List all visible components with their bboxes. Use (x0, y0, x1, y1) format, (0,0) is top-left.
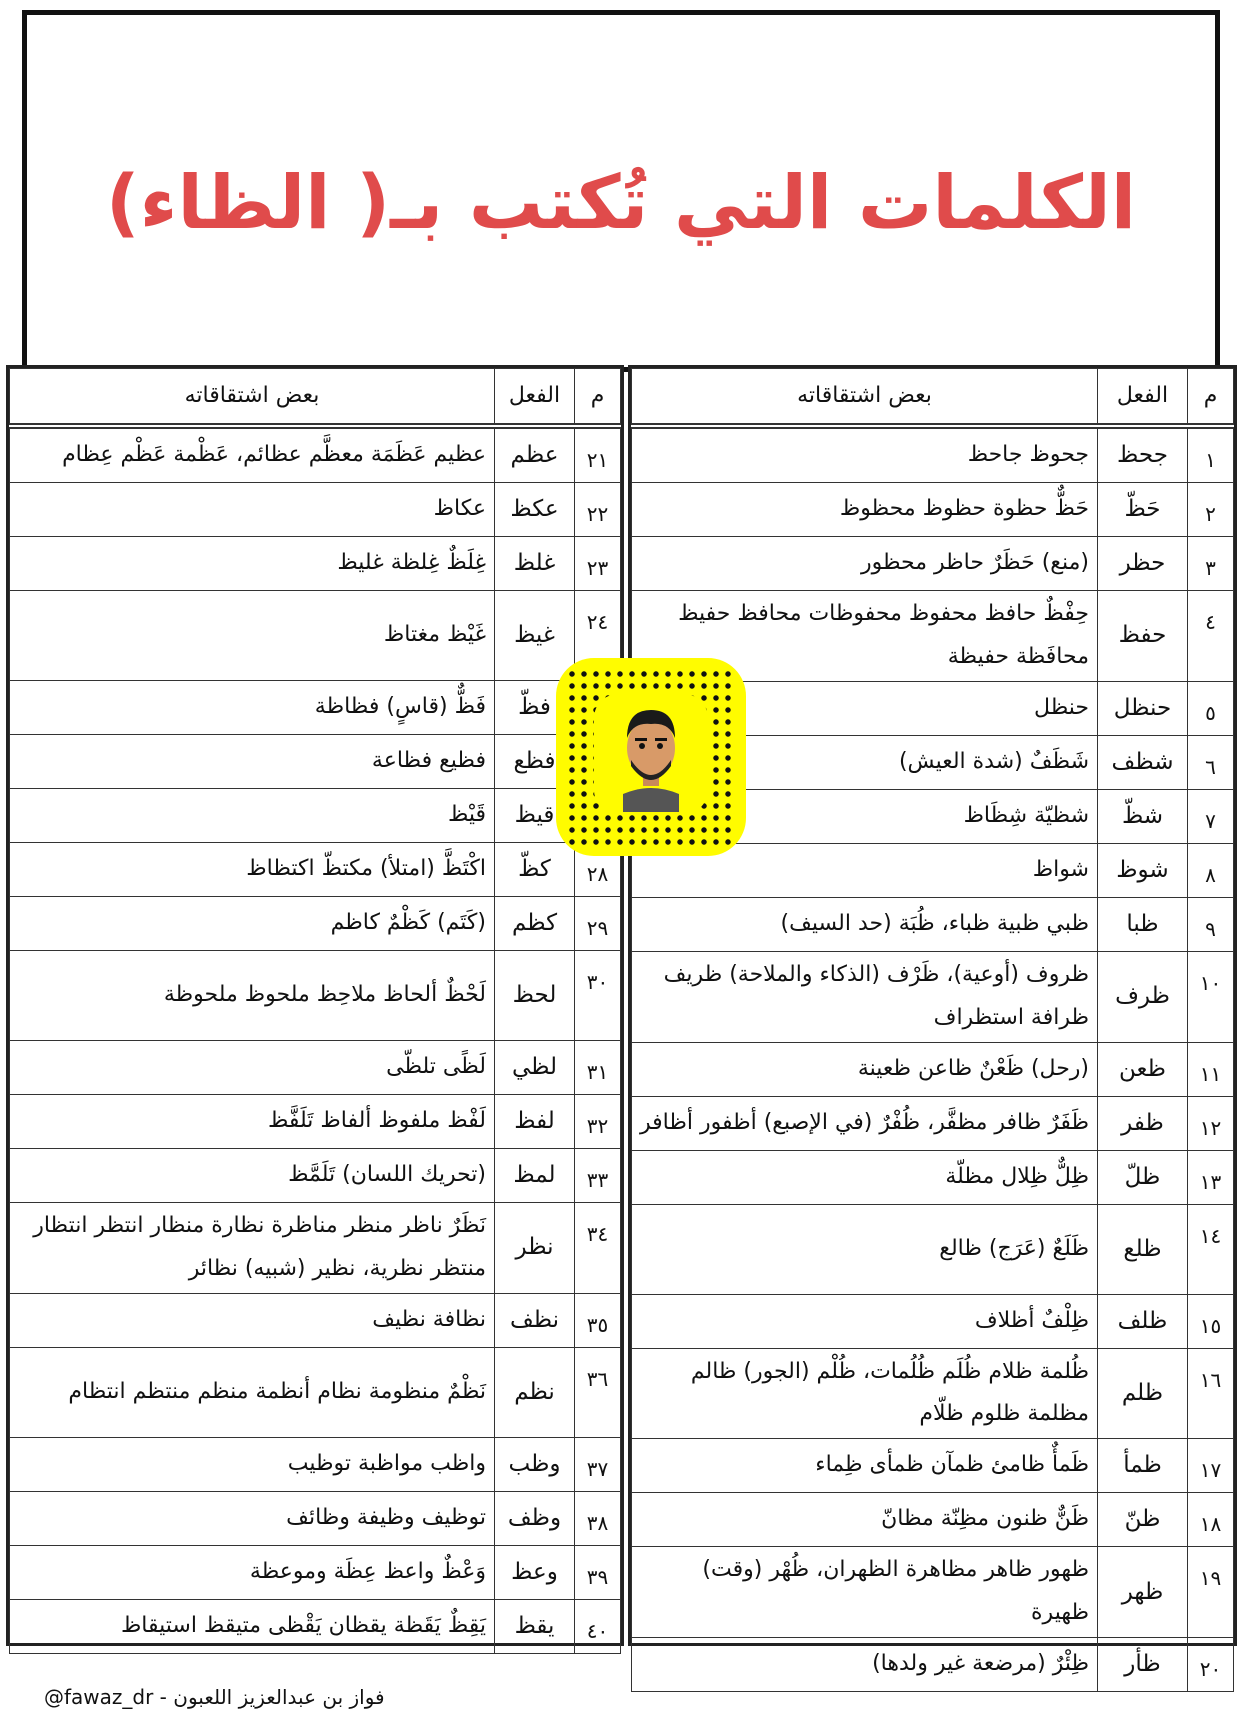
row-number: ١١ (1188, 1042, 1234, 1096)
row-verb: ظلع (1098, 1204, 1188, 1294)
table-row (10, 537, 621, 591)
words-table-right (631, 368, 1234, 1692)
table-row (10, 681, 621, 735)
table-row (632, 1150, 1234, 1204)
row-derivatives: ظُلمة ظلام ظُلَم ظُلُمات، ظُلْم (الجور) ظالم مظلمة ظلوم ظلّام (632, 1348, 1098, 1439)
row-number: ٢٢ (575, 483, 621, 537)
row-derivatives: حنظل (632, 681, 1098, 735)
table-row (632, 1493, 1234, 1547)
row-number: ٩ (1188, 897, 1234, 951)
table-row (10, 1293, 621, 1347)
row-number: ١٩ (1188, 1547, 1234, 1638)
row-derivatives: لَفْظ ملفوظ ألفاظ تَلَفَّظ (10, 1095, 495, 1149)
row-derivatives: (رحل) ظَعْنٌ ظاعن ظعينة (632, 1042, 1098, 1096)
row-derivatives: عكاظ (10, 483, 495, 537)
table-row (632, 1638, 1234, 1692)
title-box (22, 10, 1220, 372)
row-verb: نظم (495, 1347, 575, 1437)
row-verb: ظبا (1098, 897, 1188, 951)
table-header-row (632, 369, 1234, 427)
row-number: ٢٠ (1188, 1638, 1234, 1692)
row-number: ١ (1188, 426, 1234, 483)
row-number: ٣٣ (575, 1149, 621, 1203)
words-table-left (9, 368, 621, 1654)
row-verb: ظهر (1098, 1547, 1188, 1638)
table-row (10, 1347, 621, 1437)
table-row (632, 1547, 1234, 1638)
row-derivatives: حِفْظٌ حافظ محفوظ محفوظات محافظ حفيظ محافَظة حفيظة (632, 591, 1098, 682)
row-number: ٨ (1188, 843, 1234, 897)
table-row (632, 1042, 1234, 1096)
row-derivatives: نَظْمٌ منظومة نظام أنظمة منظم منتظم انتظام (10, 1347, 495, 1437)
row-verb: لظي (495, 1041, 575, 1095)
table-row (10, 1599, 621, 1653)
row-derivatives: غَيْظ مغتاظ (10, 591, 495, 681)
row-number: ٣٩ (575, 1545, 621, 1599)
table-row (632, 1204, 1234, 1294)
row-verb: ظأر (1098, 1638, 1188, 1692)
row-number: ١٧ (1188, 1439, 1234, 1493)
row-verb: حنظل (1098, 681, 1188, 735)
row-derivatives: ظهور ظاهر مظاهرة الظهران، ظُهْر (وقت) ظهيرة (632, 1547, 1098, 1638)
row-derivatives: عظيم عَظَمَة معظَّم عظائم، عَظْمة عَظْم عِظام (10, 426, 495, 483)
row-number: ٣٤ (575, 1203, 621, 1294)
table-row (632, 1294, 1234, 1348)
row-number: ١٤ (1188, 1204, 1234, 1294)
row-derivatives: فظيع فظاعة (10, 735, 495, 789)
row-derivatives: لَظًى تلظّى (10, 1041, 495, 1095)
row-derivatives: وَعْظٌ واعظ عِظَة وموعظة (10, 1545, 495, 1599)
row-derivatives: ظَلَعٌ (عَرَج) ظالع (632, 1204, 1098, 1294)
row-derivatives: جحوظ جاحظ (632, 426, 1098, 483)
page-title: الكلمات التي تُكتب بـ( الظاء) (105, 160, 1137, 246)
table-row (632, 537, 1234, 591)
table-row (632, 483, 1234, 537)
table-row (10, 1545, 621, 1599)
header-verb: الفعل (495, 369, 575, 427)
avatar (613, 698, 689, 812)
row-number: ٣٠ (575, 951, 621, 1041)
row-number: ٢٣ (575, 537, 621, 591)
header-derivatives: بعض اشتقاقاته (632, 369, 1098, 427)
table-row (10, 1041, 621, 1095)
table-row (10, 483, 621, 537)
row-verb: وعظ (495, 1545, 575, 1599)
row-number: ٤٠ (575, 1599, 621, 1653)
row-derivatives: ظَفَرٌ ظافر مظفَّر، ظُفْرٌ (في الإصبع) أظفور أظافر (632, 1096, 1098, 1150)
header-derivatives: بعض اشتقاقاته (10, 369, 495, 427)
row-derivatives: توظيف وظيفة وظائف (10, 1491, 495, 1545)
row-number: ٤ (1188, 591, 1234, 682)
row-number: ١٠ (1188, 951, 1234, 1042)
row-number: ٣٥ (575, 1293, 621, 1347)
table-row (10, 735, 621, 789)
row-derivatives: نظافة نظيف (10, 1293, 495, 1347)
row-number: ٢٨ (575, 843, 621, 897)
row-derivatives: قَيْظ (10, 789, 495, 843)
table-row (10, 951, 621, 1041)
row-verb: نظر (495, 1203, 575, 1294)
table-row (10, 1491, 621, 1545)
row-verb: ظلّ (1098, 1150, 1188, 1204)
row-verb: غلظ (495, 537, 575, 591)
row-verb: ظرف (1098, 951, 1188, 1042)
row-derivatives: فَظٌّ (قاسٍ) فظاظة (10, 681, 495, 735)
table-row (10, 1095, 621, 1149)
row-derivatives: (تحريك اللسان) تَلَمَّظ (10, 1149, 495, 1203)
right-table-panel (628, 365, 1237, 1682)
row-number: ٣٨ (575, 1491, 621, 1545)
row-verb: قيظ (495, 789, 575, 843)
table-body-left (10, 426, 621, 1653)
row-derivatives: ظِلْفٌ أظلاف (632, 1294, 1098, 1348)
row-derivatives: واظب مواظبة توظيب (10, 1437, 495, 1491)
row-verb: كظم (495, 897, 575, 951)
row-number: ٢ (1188, 483, 1234, 537)
row-verb: نظف (495, 1293, 575, 1347)
row-derivatives: (منع) حَظَرٌ حاظر محظور (632, 537, 1098, 591)
row-number: ١٨ (1188, 1493, 1234, 1547)
row-derivatives: ظَنٌّ ظنون مظِنّة مظانّ (632, 1493, 1098, 1547)
table-row (10, 426, 621, 483)
row-derivatives: نَظَرٌ ناظر منظر مناظرة نظارة منظار انتظر انتظار منتظر نظرية، نظير (شبيه) نظائر (10, 1203, 495, 1294)
row-number: ١٥ (1188, 1294, 1234, 1348)
row-number: ٦ (1188, 735, 1234, 789)
row-derivatives: اكْتَظَّ (امتلأ) مكتظّ اكتظاظ (10, 843, 495, 897)
row-verb: يقظ (495, 1599, 575, 1653)
header-num: م (1188, 369, 1234, 427)
row-verb: جحظ (1098, 426, 1188, 483)
row-verb: غيظ (495, 591, 575, 681)
header-num: م (575, 369, 621, 427)
table-row (10, 789, 621, 843)
row-verb: ظنّ (1098, 1493, 1188, 1547)
row-derivatives: ظَمأٌ ظامئ ظمآن ظمأى ظِماء (632, 1439, 1098, 1493)
table-row (10, 1203, 621, 1294)
table-row (10, 1437, 621, 1491)
snapcode-icon (556, 658, 746, 856)
row-verb: حفظ (1098, 591, 1188, 682)
left-table-panel (6, 365, 624, 1646)
row-derivatives: (كَتَم) كَظْمٌ كاظم (10, 897, 495, 951)
table-row (632, 951, 1234, 1042)
row-verb: شوظ (1098, 843, 1188, 897)
row-derivatives: غِلَظٌ غِلظة غليظ (10, 537, 495, 591)
row-number: ٢١ (575, 426, 621, 483)
row-verb: شظّ (1098, 789, 1188, 843)
table-row (632, 426, 1234, 483)
table-row (10, 897, 621, 951)
row-derivatives: ظبي ظبية ظباء، ظُبَة (حد السيف) (632, 897, 1098, 951)
row-number: ٢٩ (575, 897, 621, 951)
table-header-row (10, 369, 621, 427)
row-number: ٣١ (575, 1041, 621, 1095)
header-verb: الفعل (1098, 369, 1188, 427)
row-verb: حَظّ (1098, 483, 1188, 537)
row-verb: فظّ (495, 681, 575, 735)
table-row (632, 1439, 1234, 1493)
row-verb: لفظ (495, 1095, 575, 1149)
table-body-right (632, 426, 1234, 1692)
row-derivatives: ظِلٌّ ظِلال مظلّة (632, 1150, 1098, 1204)
row-derivatives: ظِئْرٌ (مرضعة غير ولدها) (632, 1638, 1098, 1692)
row-derivatives: شَظَفٌ (شدة العيش) (632, 735, 1098, 789)
row-number: ٣٦ (575, 1347, 621, 1437)
row-verb: ظفر (1098, 1096, 1188, 1150)
table-row (10, 1149, 621, 1203)
row-derivatives: شواظ (632, 843, 1098, 897)
row-verb: لحظ (495, 951, 575, 1041)
row-number: ٢٤ (575, 591, 621, 681)
row-verb: ظعن (1098, 1042, 1188, 1096)
row-number: ٥ (1188, 681, 1234, 735)
row-derivatives: شظيّة شِظَاظ (632, 789, 1098, 843)
row-derivatives: يَقِظٌ يَقَظة يقظان يَقْظى متيقظ استيقاظ (10, 1599, 495, 1653)
row-number: ١٣ (1188, 1150, 1234, 1204)
row-number: ٧ (1188, 789, 1234, 843)
row-verb: عظم (495, 426, 575, 483)
row-verb: ظمأ (1098, 1439, 1188, 1493)
row-verb: وظب (495, 1437, 575, 1491)
row-verb: لمظ (495, 1149, 575, 1203)
table-row (10, 843, 621, 897)
row-number: ١٢ (1188, 1096, 1234, 1150)
row-number: ٣ (1188, 537, 1234, 591)
row-number: ٣٧ (575, 1437, 621, 1491)
table-row (632, 1096, 1234, 1150)
row-verb: كظّ (495, 843, 575, 897)
row-derivatives: حَظٌّ حظوة حظوظ محظوظ (632, 483, 1098, 537)
row-verb: فظع (495, 735, 575, 789)
row-verb: ظلف (1098, 1294, 1188, 1348)
row-verb: شظف (1098, 735, 1188, 789)
row-derivatives: لَحْظٌ ألحاظ ملاحِظ ملحوظ ملحوظة (10, 951, 495, 1041)
row-verb: ظلم (1098, 1348, 1188, 1439)
row-derivatives: ظروف (أوعية)، ظَرْف (الذكاء والملاحة) ظريف ظرافة استظراف (632, 951, 1098, 1042)
row-verb: حظر (1098, 537, 1188, 591)
row-number: ٣٢ (575, 1095, 621, 1149)
row-number: ١٦ (1188, 1348, 1234, 1439)
row-verb: عكظ (495, 483, 575, 537)
row-verb: وظف (495, 1491, 575, 1545)
table-row (10, 591, 621, 681)
author-credit: @fawaz_dr - فواز بن عبدالعزيز اللعبون (44, 1685, 385, 1709)
table-row (632, 1348, 1234, 1439)
table-row (632, 897, 1234, 951)
